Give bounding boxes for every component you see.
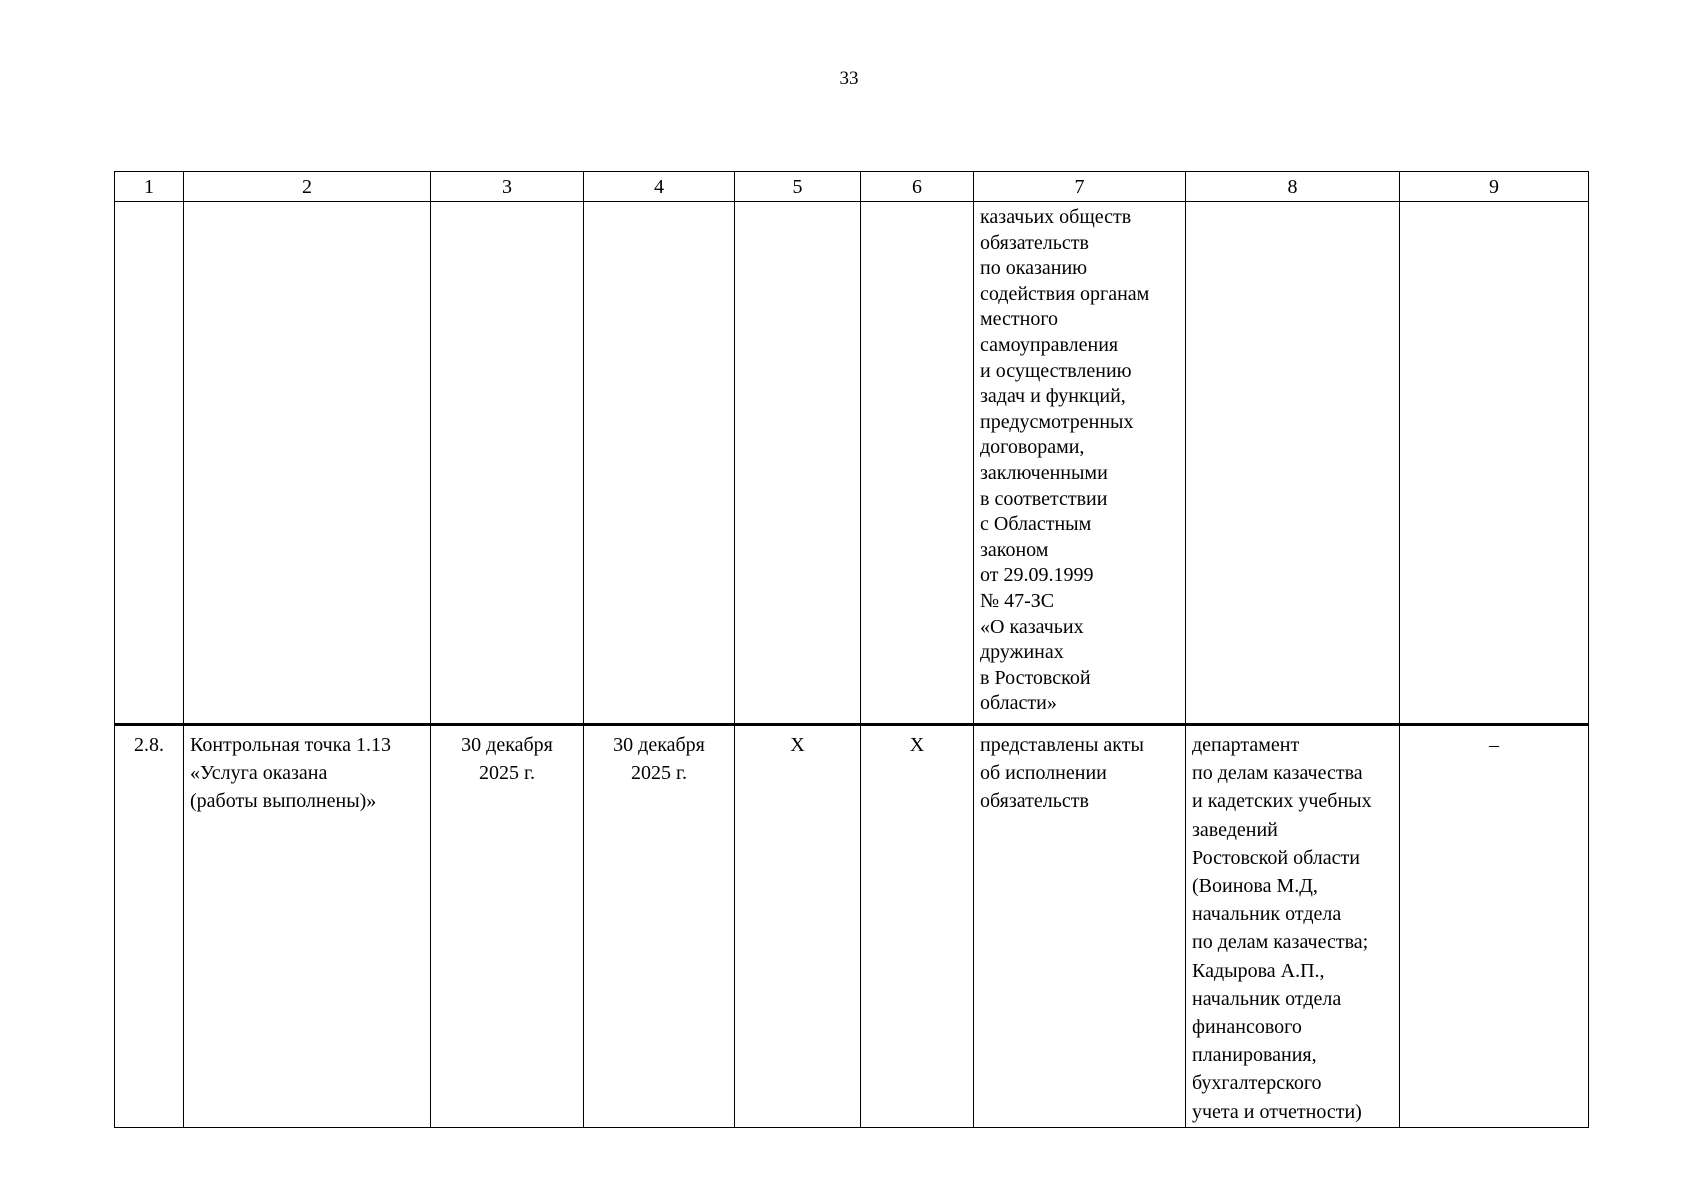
empty-cell xyxy=(861,202,974,725)
column-number-row xyxy=(115,172,1589,202)
cell-text-line: Контрольная точка 1.13 xyxy=(190,734,391,756)
continuation-row xyxy=(115,202,1589,725)
cell-text-line: заведений xyxy=(1192,818,1278,841)
result-cell xyxy=(974,725,1186,1128)
cell-text-line: (работы выполнены)» xyxy=(190,790,377,813)
cell-text-line: начальник отдела xyxy=(1192,987,1342,1010)
cell-text-line: 2025 г. xyxy=(631,762,687,785)
cell-text-line: представлены акты xyxy=(980,734,1144,756)
column-header: 6 xyxy=(861,172,974,202)
cell-text-line: 30 декабря xyxy=(613,734,705,756)
end-date-cell xyxy=(584,725,735,1128)
cell-text-line: учета и отчетности) xyxy=(1192,1100,1362,1123)
cell-text-line: предусмотренных xyxy=(980,410,1134,433)
empty-cell xyxy=(431,202,584,725)
plan-table xyxy=(114,171,1589,1128)
cell-text-line: в соответствии xyxy=(980,487,1108,510)
cell-text-line: планирования, xyxy=(1192,1044,1317,1067)
responsible-cell xyxy=(1186,725,1400,1128)
cell-text-line: от 29.09.1999 xyxy=(980,564,1094,587)
cell-text-line: 2025 г. xyxy=(479,762,535,785)
column-header: 7 xyxy=(974,172,1186,202)
start-date-cell xyxy=(431,725,584,1128)
empty-cell xyxy=(115,202,184,725)
cell-text-line: № 47-ЗС xyxy=(980,589,1055,612)
cell-text-line: Кадырова А.П., xyxy=(1192,959,1325,982)
column-header: 3 xyxy=(431,172,584,202)
cell-text-line: по делам казачества; xyxy=(1192,931,1369,954)
cell-text-line: договорами, xyxy=(980,436,1085,459)
cell-text-line: задач и функций, xyxy=(980,385,1126,408)
page-number: 33 xyxy=(839,68,859,89)
cell-text-line: Ростовской области xyxy=(1192,846,1360,869)
cell-text-line: законом xyxy=(980,538,1049,561)
column-header: 4 xyxy=(584,172,735,202)
cell-text-line: самоуправления xyxy=(980,333,1119,356)
cell-text-line: казачьих обществ xyxy=(980,206,1132,228)
cell-text-line: об исполнении xyxy=(980,762,1107,785)
column-header: 1 xyxy=(115,172,184,202)
cell-text-line: обязательств xyxy=(980,231,1089,254)
cell-text-line: начальник отдела xyxy=(1192,903,1342,926)
column-header: 2 xyxy=(184,172,431,202)
column-header: 5 xyxy=(735,172,861,202)
cell-text-line: заключенными xyxy=(980,461,1108,484)
cell-text-line: по делам казачества xyxy=(1192,762,1363,785)
cell-text-line: с Областным xyxy=(980,513,1092,536)
cell-text-line: области» xyxy=(980,692,1057,715)
cell-text-line: местного xyxy=(980,308,1059,331)
col6-cell: X xyxy=(861,725,974,1128)
empty-cell xyxy=(735,202,861,725)
empty-cell xyxy=(184,202,431,725)
column-header: 9 xyxy=(1400,172,1589,202)
column-header: 8 xyxy=(1186,172,1400,202)
table-row xyxy=(115,725,1589,1128)
cell-text-line: в Ростовской xyxy=(980,666,1091,689)
row-number-cell: 2.8. xyxy=(115,725,184,1128)
empty-cell xyxy=(1186,202,1400,725)
empty-cell xyxy=(584,202,735,725)
cell-text-line: «О казачьих xyxy=(980,615,1084,638)
col9-cell: – xyxy=(1400,725,1589,1128)
cell-text-line: финансового xyxy=(1192,1016,1302,1039)
col5-cell: X xyxy=(735,725,861,1128)
cell-text-line: бухгалтерского xyxy=(1192,1072,1322,1095)
cell-text-line: дружинах xyxy=(980,641,1064,664)
control-point-name-cell xyxy=(184,725,431,1128)
cell-text-line: и осуществлению xyxy=(980,359,1132,382)
cell-text-line: (Воинова М.Д, xyxy=(1192,875,1318,898)
cell-text-line: и кадетских учебных xyxy=(1192,790,1372,813)
cell-text-line: содействия органам xyxy=(980,282,1150,305)
cell-text-line: «Услуга оказана xyxy=(190,762,328,785)
cell-text-line: обязательств xyxy=(980,790,1089,813)
cell-text-line: департамент xyxy=(1192,734,1300,756)
empty-cell xyxy=(1400,202,1589,725)
continued-result-cell xyxy=(974,202,1186,725)
cell-text-line: 30 декабря xyxy=(461,734,553,756)
cell-text-line: по оказанию xyxy=(980,257,1088,280)
